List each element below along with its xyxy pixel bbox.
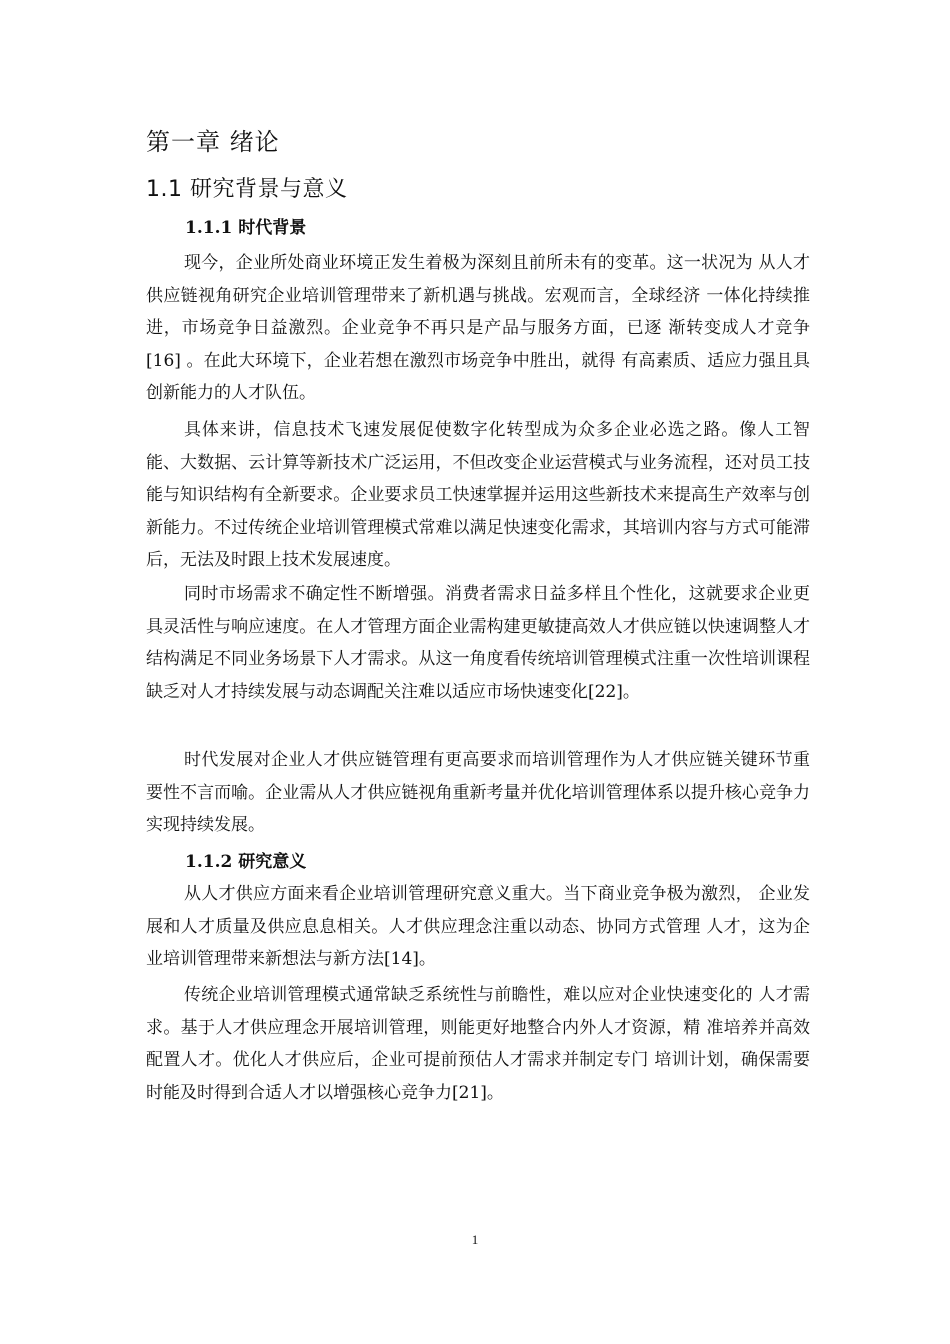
paragraph-background-3: 同时市场需求不确定性不断增强。消费者需求日益多样且个性化，这就要求企业更具灵活性与响应速度。在人才管理方面企业需构建更敏捷高效人才供应链以快速调整人才结构满足不同业务场景下人才需求。从这一角度看传统培训管理模式注重一次性培训课程缺乏对人才持续发展与动态调配关注难以适应市场快速变化[22]。 [146,584,810,702]
paragraph-background-1: 现今，企业所处商业环境正发生着极为深刻且前所未有的变革。这一状况为 从人才供应链视角研究企业培训管理带来了新机遇与挑战。宏观而言，全球经济 一体化持续推进，市场竞争日益激烈。企业竞争不再只是产品与服务方面，已逐 渐转变成人才竞争[16] 。在此大环境下，企业若想在激烈市场竞争中胜出，就得 有高素质、适应力强且具创新能力的人才队伍。 [146,253,810,403]
paragraph-background-4: 时代发展对企业人才供应链管理有更高要求而培训管理作为人才供应链关键环节重要性不言而喻。企业需从人才供应链视角重新考量并优化培训管理体系以提升核心竞争力实现持续发展。 [146,750,810,835]
chapter-title: 第一章 绪论 [146,128,280,156]
paragraph-background-2: 具体来讲，信息技术飞速发展促使数字化转型成为众多企业必选之路。像人工智能、大数据、云计算等新技术广泛运用，不但改变企业运营模式与业务流程，还对员工技能与知识结构有全新要求。企业要求员工快速掌握并运用这些新技术来提高生产效率与创新能力。不过传统企业培训管理模式常难以满足快速变化需求，其培训内容与方式可能滞后，无法及时跟上技术发展速度。 [146,420,810,570]
section-title: 1.1 研究背景与意义 [146,177,348,202]
paragraph-significance-1: 从人才供应方面来看企业培训管理研究意义重大。当下商业竞争极为激烈， 企业发展和人才质量及供应息息相关。人才供应理念注重以动态、协同方式管理 人才，这为企业培训管理带来新想法与新方法[14]。 [146,884,810,969]
paragraph-significance-2: 传统企业培训管理模式通常缺乏系统性与前瞻性，难以应对企业快速变化的 人才需求。基于人才供应理念开展培训管理，则能更好地整合内外人才资源，精 准培养并高效配置人才。优化人才供应后，企业可提前预估人才需求并制定专门 培训计划，确保需要时能及时得到合适人才以增强核心竞争力[21]。 [146,985,810,1103]
page-number: 1 [471,1232,479,1247]
subsection-title-significance: 1.1.2 研究意义 [185,852,307,872]
subsection-title-background: 1.1.1 时代背景 [185,218,307,238]
